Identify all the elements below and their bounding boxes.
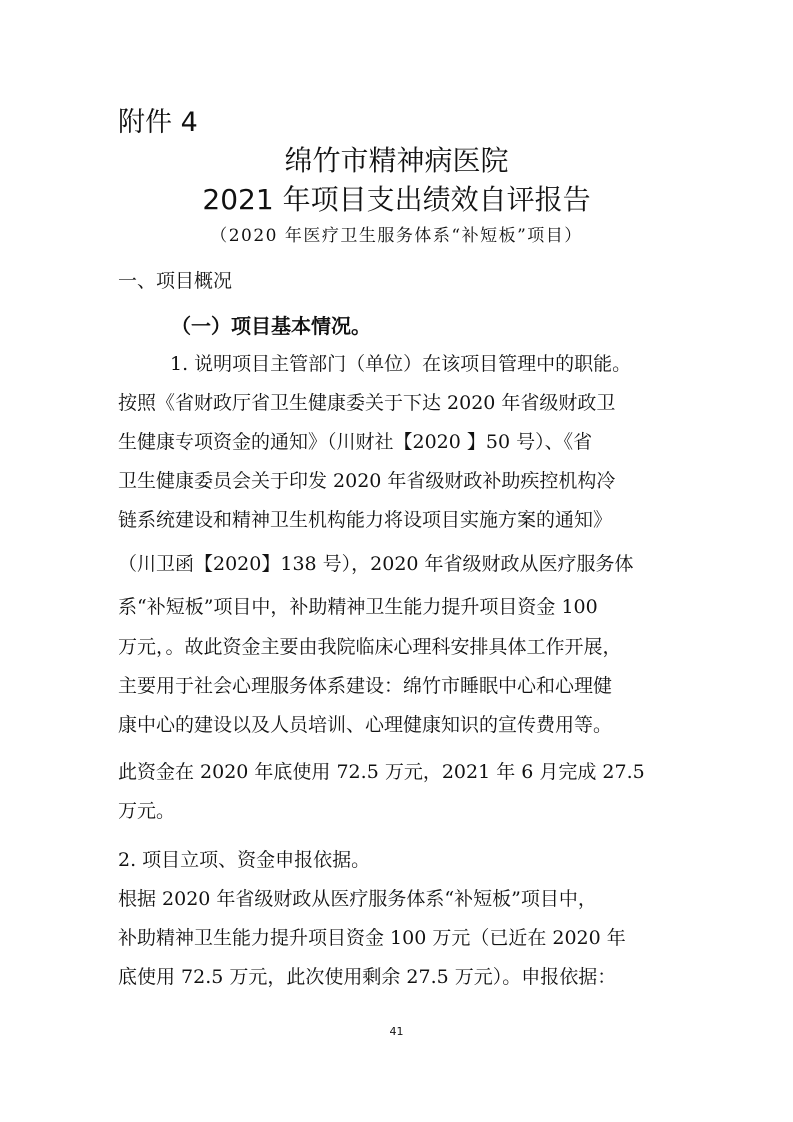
body-line: 1. 说明项目主管部门（单位）在该项目管理中的职能。 xyxy=(170,353,632,375)
attachment-label: 附件 4 xyxy=(118,107,198,138)
body-line: 万元。 xyxy=(118,800,176,822)
body-line: 此资金在 2020 年底使用 72.5 万元，2021 年 6 月完成 27.5 xyxy=(118,761,645,783)
body-line: 根据 2020 年省级财政从医疗服务体系“补短板”项目中， xyxy=(118,888,597,910)
body-line: 链系统建设和精神卫生机构能力将设项目实施方案的通知》 xyxy=(118,509,613,531)
document-subtitle: （2020 年医疗卫生服务体系“补短板”项目） xyxy=(210,226,583,246)
section-heading-overview: 一、项目概况 xyxy=(118,270,233,292)
document-title-report: 2021 年项目支出绩效自评报告 xyxy=(202,183,591,216)
document-title-org: 绵竹市精神病医院 xyxy=(284,144,509,177)
body-line: 按照《省财政厅省卫生健康委关于下达 2020 年省级财政卫 xyxy=(118,392,616,414)
body-line: 万元，。故此资金主要由我院临床心理科安排具体工作开展， xyxy=(118,636,622,658)
body-line: 主要用于社会心理服务体系建设：绵竹市睡眠中心和心理健 xyxy=(118,675,613,697)
body-line: 2. 项目立项、资金申报依据。 xyxy=(118,849,371,871)
body-line: 卫生健康委员会关于印发 2020 年省级财政补助疾控机构冷 xyxy=(118,470,616,492)
body-line: 底使用 72.5 万元，此次使用剩余 27.5 万元）。申报依据： xyxy=(118,966,617,988)
body-line: 补助精神卫生能力提升项目资金 100 万元（已近在 2020 年 xyxy=(118,927,626,949)
body-line: 生健康专项资金的通知》（川财社【2020 】50 号）、《省 xyxy=(118,431,593,453)
subsection-heading-basic-info: （一）项目基本情况。 xyxy=(171,314,371,338)
body-line: 系“补短板”项目中，补助精神卫生能力提升项目资金 100 xyxy=(118,596,598,618)
body-line: 康中心的建设以及人员培训、心理健康知识的宣传费用等。 xyxy=(118,714,613,736)
page-number: 41 xyxy=(389,1025,404,1038)
body-line: （川卫函【2020】138 号），2020 年省级财政从医疗服务体 xyxy=(118,553,634,575)
